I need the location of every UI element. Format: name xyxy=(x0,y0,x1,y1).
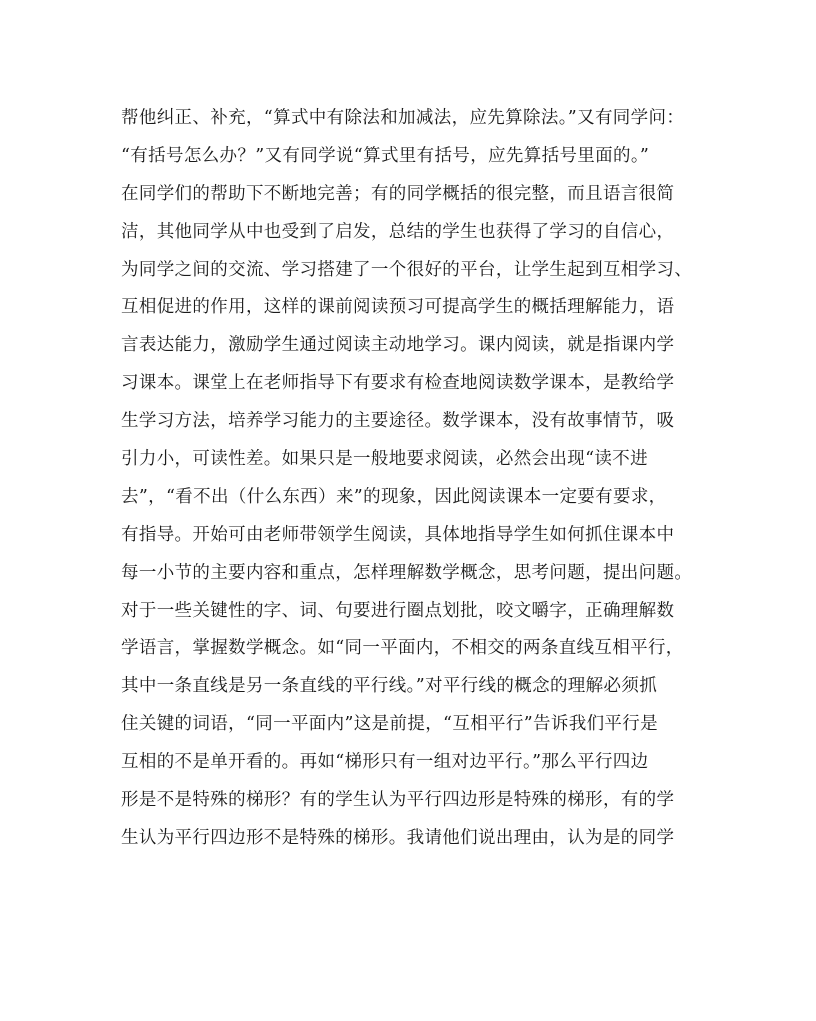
text-line-6: 互相促进的作用，这样的课前阅读预习可提高学生的概括理解能力，语 xyxy=(121,297,675,318)
text-line-17: 住关键的词语，“同一平面内”这是前提，“互相平行”告诉我们平行是 xyxy=(121,714,658,735)
text-line-3: 在同学们的帮助下不断地完善；有的同学概括的很完整，而且语言很简 xyxy=(121,183,675,204)
text-line-1: 帮他纠正、补充，“算式中有除法和加减法，应先算除法。”又有同学问： xyxy=(121,108,685,128)
text-line-7: 言表达能力，激励学生通过阅读主动地学习。课内阅读，就是指课内学 xyxy=(121,335,675,356)
body-paragraph xyxy=(121,100,701,858)
text-line-10: 引力小，可读性差。如果只是一般地要求阅读，必然会出现“读不进 xyxy=(121,449,648,470)
text-line-19: 形是不是特殊的梯形？有的学生认为平行四边形是特殊的梯形，有的学 xyxy=(121,790,675,811)
text-line-8: 习课本。课堂上在老师指导下有要求有检查地阅读数学课本，是教给学 xyxy=(121,373,675,394)
text-line-14: 对于一些关键性的字、词、句要进行圈点划批，咬文嚼字，正确理解数 xyxy=(121,600,675,621)
text-line-5: 为同学之间的交流、学习搭建了一个很好的平台，让学生起到互相学习、 xyxy=(121,259,693,280)
text-line-20: 生认为平行四边形不是特殊的梯形。我请他们说出理由，认为是的同学 xyxy=(121,827,675,848)
text-line-13: 每一小节的主要内容和重点，怎样理解数学概念，思考问题，提出问题。 xyxy=(121,562,693,583)
text-line-9: 生学习方法，培养学习能力的主要途径。数学课本，没有故事情节，吸 xyxy=(121,411,675,432)
text-line-2: “有括号怎么办？”又有同学说“算式里有括号，应先算括号里面的。” xyxy=(121,145,650,166)
text-line-11: 去”，“看不出（什么东西）来”的现象，因此阅读课本一定要有要求， xyxy=(121,486,667,507)
text-line-12: 有指导。开始可由老师带领学生阅读，具体地指导学生如何抓住课本中 xyxy=(121,524,675,545)
text-line-18: 互相的不是单开看的。再如“梯形只有一组对边平行。”那么平行四边 xyxy=(121,752,649,773)
text-line-15: 学语言，掌握数学概念。如“同一平面内，不相交的两条直线互相平行， xyxy=(121,638,684,659)
text-line-4: 洁，其他同学从中也受到了启发，总结的学生也获得了学习的自信心， xyxy=(121,221,675,242)
text-line-16: 其中一条直线是另一条直线的平行线。”对平行线的概念的理解必须抓 xyxy=(121,676,658,697)
